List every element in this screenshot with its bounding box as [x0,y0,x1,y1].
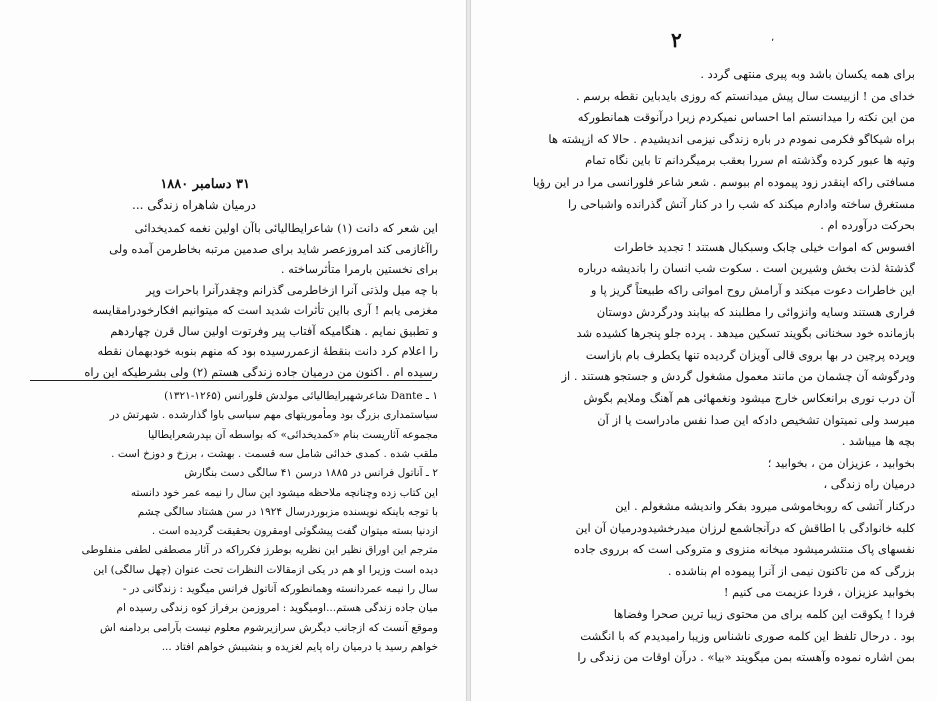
right-page [471,0,937,701]
text-line: وموقع آنست که ازجانب دیگرش سرازیرشوم معلوم نیست بآرامی بردامنه اش [100,621,438,634]
text-line: درمیان راه زندگی ، [823,477,915,492]
text-line: خواهم رسید یا درمیان راه پایم لغزیده و بنشیبش خواهم افتاد ... [161,640,438,653]
text-line: خدای من ! ازبیست سال پیش میدانستم که روزی بایدباین نقطه برسم . [576,88,915,103]
text-line: بزرگی که من تاکنون نیمی از آنرا پیموده ام بناشده . [667,563,915,578]
text-line: درکنار آتشی که روبخاموشی میرود بفکر واندیشه مشغولم . این [615,499,915,513]
text-line: این شعر که دانت (۱) شاعرایطالیائی باآن اولین نغمه کمدیخدائی [134,221,438,235]
text-line: مستغرق ساخته وادارم میکند که شب را در کنار آتش گذرانده واشباحی را [567,196,915,211]
text-line: افسوس که اموات خیلی چابک وسبکبال هستند ! تجدید خاطرات [613,239,915,254]
text-line: براه شیکاگو فکرمی نمودم در باره زندگی نیزمی اندیشیدم . حالا که ازپشته ها [548,131,915,146]
entry-heading: درمیان شاهراه زندگی ... [132,198,256,212]
text-line: بخوابید ، عزیزان من ، بخوابید ؛ [767,455,915,470]
text-line: با توجه باینکه نویسنده مزبوردرسال ۱۹۲۴ در سن هشتاد سالگی چشم [137,505,438,518]
text-line: ودرگوشه آن چشمان من مانند معمول مشغول گردش و جستجو هستند . از [561,369,915,384]
print-mark: ٬ [771,38,775,49]
text-line: بازمانده خود سخنانی بگویند تسکین میدهد . پرده جلو پنجرها کشیده شد [576,326,915,341]
text-line: فردا ! یکوقت این کلمه برای من محتوی زیبا ترین صحرا وفضاها [613,607,915,621]
text-line: ۱ ـ Dante شاعرشهیرایطالیائی مولدش فلورانس (۱۲۶۵-۱۳۲۱) [164,390,438,402]
text-line: این کتاب زده وچنانچه ملاحظه میشود این سال را نیمه عمر خود دانسته [130,486,438,499]
text-line: گذشتهٔ لذت بخش وشیرین است . سکوت شب انسان را باندیشه درباره [578,261,915,276]
text-line: راآغازمی کند امروزعصر شاید برای صدمین مرتبه بخاطرمن آمده ولی [109,241,438,256]
text-line: من این نکته را میدانستم اما احساس نمیکردم زیرا درآنوقت همانطورکه [577,110,915,125]
text-line: بود . درحال تلفظ این کلمه صوری ناشناس وزیبا رامیدیدم که با انگشت [580,628,915,643]
text-line: وتپه ها عبور کرده وگذشته ام سررا بعقب برمیگردانم تا باین نگاه تمام [585,153,915,168]
text-line: ازدنیا بسته میتوان گفت پیشگوئی اومقرون بحقیقت گردیده است . [151,525,438,538]
text-line: میان جاده زندگی هستم...اومیگوید : امروزمن برفراز کوه زندگی رسیده ام [116,602,438,615]
text-line: این خاطرات دعوت میکند و آرامش روح امواتی راکه طبیعتاً گریز پا و [590,283,915,297]
text-line: رسیده ام . اکنون من درمیان جاده زندگی هستم (۲) ولی بشرطیکه این راه [84,364,438,379]
text-line: آن درب نوری برانعکاس خارج میشود ونغمهائی هم آهنگ وملایم بگوش [583,391,915,405]
text-line: دیده است وزیرا او هم در یکی ازمقالات النظرات تحت عنوان (چهل سالگی) این [93,563,438,576]
text-line: مغزمی یابم ! آری بااین تأثرات شدید است که میتوانیم افکارخودرامقایسه [92,303,438,317]
text-line: برای همه یکسان باشد وبه پیری منتهی گردد . [700,67,915,81]
text-line: سیاستمداری بزرگ بود ومأموریتهای مهم سیاسی باوا گذارشده . شهرتش در [109,409,438,422]
footnote-divider [30,380,432,381]
text-line: مجموعه آثاریست بنام «کمدیخدائی» که بواسطه آن بپدرشعرایطالیا [148,428,438,441]
text-line: ملقب شده . کمدی خدائی شامل سه قسمت . بهشت ، برزخ و دوزخ است . [111,447,438,460]
text-line: فراری هستند وسایه وانزوائی را مطلبند که بیابند ودرگردش دوستان [596,304,915,319]
text-line: را اعلام کرد دانت بنقطهٔ ازعمررسیده بود که منهم بنوبه خودبهمان نقطه [97,344,438,358]
text-line: وپرده پرچین در بها بروی قالی آویزان گردیده تنها یکطرف بام بازاست [585,347,915,362]
text-line: نفسهای پاک منتشرمیشود میخانه منزوی و متروکی است که برروی جاده [573,542,915,557]
text-line: بحرکت درآورده ام . [820,218,915,233]
page-number: ۲ [671,28,682,52]
text-line: سال را نیمه عمردانسته وهمانطورکه آناتول فرانس میگوید : زندگانی در - [122,583,438,595]
left-page [0,0,466,701]
text-line: و تطبیق نمایم . هنگامیکه آفتاب پیر وفرتوت اولین سال قرن چهاردهم [110,323,438,338]
text-line: بچه ها میباشد . [841,434,915,449]
entry-date: ۳۱ دسامبر ۱۸۸۰ [160,177,250,192]
text-line: کلبه خانوادگی با اطاقش که درآنجاشمع لرزان میدرخشیدودرمیان آن این [575,520,915,535]
text-line: برای نخستین بارمرا متأثرساخته . [280,262,438,276]
text-line: بخوابید عزیزان ، فردا عزیمت می کنیم ! [723,585,915,600]
text-line: مترجم این اوراق نظیر این نظریه بوطرز فکرراکه در آثار مصطفی لطفی منفلوطی [81,544,438,557]
text-line: میرسد ولی نمیتوان تشخیص دادکه این صدا نفس مادراست یا از آن [597,412,915,427]
text-line: ۲ ـ آناتول فرانس در ۱۸۸۵ درسن ۴۱ سالگی دست بنگارش [184,467,438,480]
text-line: با چه میل ولذتی آنرا ازخاطرمی گذرانم وچقدرآنرا باحرات وپر [145,282,438,297]
text-line: بمن اشاره نموده وآهسته بمن میگویند «بیا» . درآن اوقات من زندگی را [577,650,915,665]
text-line: مسافتی راکه اینقدر زود پیموده ام ببوسم . شعر شاعر فلورانسی مرا در این رؤیا [532,175,915,189]
